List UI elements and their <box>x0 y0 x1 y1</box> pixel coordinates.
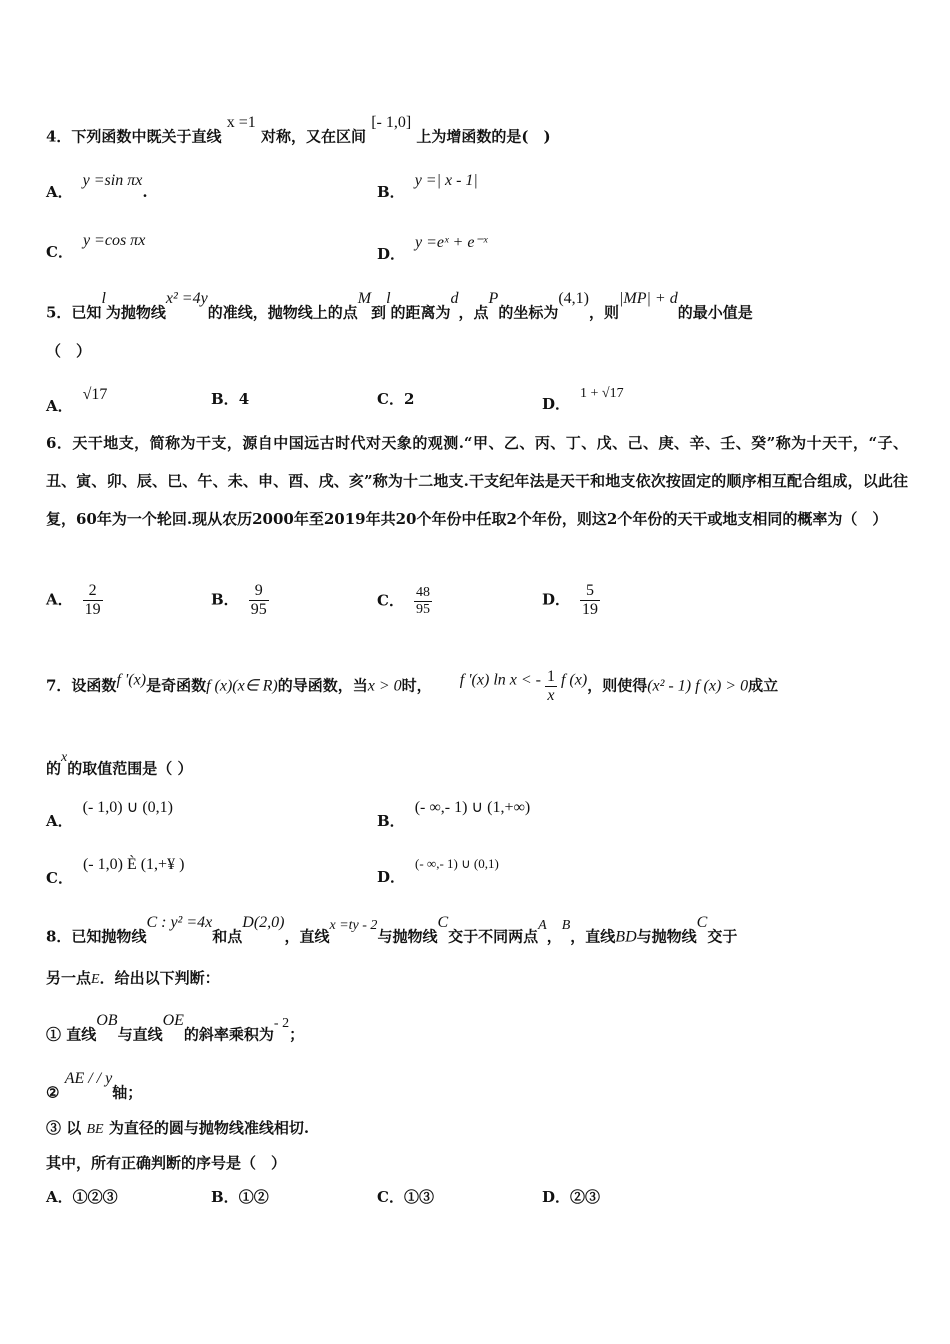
q6-option-d[interactable] <box>542 582 600 619</box>
option-math: 2 <box>403 390 415 408</box>
q4-math: x =1 <box>226 114 256 131</box>
fraction-numerator: 2 <box>88 582 97 599</box>
q7-text: 7．设函数 <box>46 676 117 695</box>
q7-math: x > 0 <box>367 677 402 695</box>
q5-paren <box>46 340 91 361</box>
q7-option-c[interactable] <box>46 856 184 888</box>
q8-text: 的斜率乘积为 <box>183 1025 274 1044</box>
q4-math: [- 1,0] <box>371 114 412 131</box>
q6-option-b[interactable] <box>211 582 269 619</box>
option-math: (- ∞,- 1) ∪ (0,1) <box>415 856 499 871</box>
fraction-denominator: 19 <box>582 601 599 618</box>
option-label: A． <box>46 183 73 201</box>
q8-text: ，直线 <box>570 927 616 946</box>
option-text: ①② <box>238 1188 269 1206</box>
option-label: B． <box>211 590 239 609</box>
q8-math: E <box>91 972 100 987</box>
q7-stem <box>46 668 778 705</box>
fraction-denominator: 19 <box>84 601 101 618</box>
q4-stem <box>46 114 551 146</box>
option-text: ①③ <box>403 1188 434 1206</box>
q5-text: 到 <box>371 303 387 322</box>
option-label: D． <box>542 395 571 413</box>
option-label: A． <box>46 1188 73 1206</box>
q8-text: 交于 <box>707 927 738 946</box>
q8-math: AE / / y <box>64 1070 113 1087</box>
q7-math: f (x) <box>560 671 588 689</box>
q5-option-c[interactable] <box>377 388 414 409</box>
q4-option-c[interactable] <box>46 232 145 262</box>
option-label: C． <box>377 591 404 610</box>
option-label: B． <box>377 183 405 201</box>
q6-option-c[interactable] <box>377 585 432 618</box>
q8-math: OB <box>96 1012 118 1029</box>
option-label: A． <box>46 397 73 415</box>
option-math: y =sin πx <box>82 172 143 189</box>
q7-stem-line2 <box>46 750 192 779</box>
option-label: D． <box>377 868 406 886</box>
option-label: A． <box>46 812 73 830</box>
q7-option-b[interactable] <box>377 797 530 831</box>
q5-math: P <box>488 290 499 307</box>
option-text: ①②③ <box>72 1188 118 1206</box>
q8-text: 与抛物线 <box>636 927 697 946</box>
q6-stem: 6．天干地支，简称为干支，源自中国远古时代对天象的观测.“甲、乙、丙、丁、戊、己、庚、辛、壬、癸”称为十天干，“子、丑、寅、卯、辰、巳、午、未、申、酉、戌、亥”称为十二地支.干支纪年法是天干和地支依次按固定的顺序相互配合组成，以此往复，60年为一个轮回.现从农历2000年至2019年共20个年份中任取2个年份，则这2个年份的天干或地支相同的概率为（ ） <box>46 434 908 528</box>
q8-judgement-1 <box>46 1012 304 1044</box>
q8-text: 为直径的圆与抛物线准线相切. <box>108 1119 310 1137</box>
q7-text: 是奇函数 <box>146 676 207 695</box>
q7-text: ，则使得 <box>587 676 648 695</box>
q8-option-d[interactable] <box>542 1186 600 1207</box>
q8-stem <box>46 914 737 946</box>
q7-option-a[interactable] <box>46 797 173 831</box>
q5-math: d <box>450 290 459 307</box>
q7-text: 的导函数，当 <box>277 676 368 695</box>
q7-math: x <box>61 750 68 765</box>
q5-stem <box>46 290 753 322</box>
q8-judgement-2 <box>46 1070 142 1102</box>
q5-text: ，点 <box>458 303 489 322</box>
q4-option-b[interactable] <box>377 172 478 202</box>
q6-option-a[interactable] <box>46 582 103 619</box>
option-text: ②③ <box>570 1188 601 1206</box>
option-math: y =cos πx <box>82 232 146 249</box>
q8-text: 8．已知抛物线 <box>46 927 147 946</box>
option-fraction <box>580 582 600 619</box>
q8-option-b[interactable] <box>211 1186 269 1207</box>
q8-text: 和点 <box>212 927 243 946</box>
q8-math: C <box>437 914 449 931</box>
q7-math: (x² - 1) f (x) > 0 <box>647 677 749 695</box>
q8-math: C <box>696 914 708 931</box>
q5-math: M <box>357 290 372 307</box>
q7-text: 的取值范围是（ ） <box>67 759 193 778</box>
q7-option-d[interactable] <box>377 856 499 887</box>
q5-option-a[interactable] <box>46 386 107 416</box>
q8-math: D(2,0) <box>242 914 285 931</box>
option-label: D． <box>377 245 406 263</box>
option-label: A． <box>46 590 73 609</box>
q5-option-b[interactable] <box>211 388 249 409</box>
q8-text: 与抛物线 <box>377 927 438 946</box>
q8-text: 轴； <box>112 1083 143 1102</box>
q8-text: 交于不同两点 <box>448 927 539 946</box>
q8-text: ① 直线 <box>46 1025 97 1044</box>
fraction-numerator: 48 <box>415 585 430 600</box>
q7-math: f '(x) ln x < - <box>459 671 541 689</box>
q5-text: 为抛物线 <box>105 303 166 322</box>
q5-text: 的坐标为 <box>498 303 559 322</box>
option-label: B． <box>211 1188 239 1206</box>
q8-math: OE <box>162 1012 184 1029</box>
q8-math: BD <box>615 928 637 946</box>
option-label: C． <box>46 869 73 887</box>
q8-text: ．给出以下判断： <box>99 969 220 987</box>
q8-text: ， <box>546 927 562 946</box>
q5-text: 5．已知 <box>46 303 102 322</box>
option-fraction <box>414 585 432 618</box>
q5-text: 的最小值是 <box>677 303 753 322</box>
q5-math: x² =4y <box>165 290 208 307</box>
q5-math: (4,1) <box>558 290 589 307</box>
option-math: (- 1,0) ∪ (0,1) <box>82 799 173 816</box>
option-math: √17 <box>82 386 108 403</box>
option-math: (- 1,0) È (1,+¥ ) <box>82 856 185 873</box>
option-tail: . <box>142 183 148 201</box>
q5-math: l <box>101 290 106 307</box>
q5-text: ，则 <box>589 303 620 322</box>
fraction-denominator: x <box>545 686 557 705</box>
q8-text: ； <box>289 1025 305 1044</box>
q5-text: （ ） <box>46 342 92 360</box>
q7-math: f (x)(x∈ R) <box>206 677 278 695</box>
fraction-numerator: 1 <box>546 668 555 685</box>
q8-judgement-3 <box>46 1117 309 1138</box>
q8-option-a[interactable] <box>46 1186 118 1207</box>
option-label: C． <box>377 1188 404 1206</box>
q7-math: f '(x) <box>116 671 147 689</box>
option-math: 4 <box>238 390 250 408</box>
q8-math: - 2 <box>273 1015 290 1031</box>
q8-math: BE <box>86 1122 104 1137</box>
option-label: D． <box>542 590 571 609</box>
q8-text: ，直线 <box>284 927 330 946</box>
q5-option-d[interactable] <box>542 386 624 414</box>
option-fraction <box>249 582 269 619</box>
option-label: D． <box>542 1188 571 1206</box>
q4-text: 对称，又在区间 <box>260 127 366 146</box>
q7-text: 的 <box>46 759 62 778</box>
fraction-numerator: 9 <box>254 582 263 599</box>
fraction-numerator: 5 <box>586 582 595 599</box>
q8-text: 与直线 <box>117 1025 163 1044</box>
fraction-denominator: 95 <box>250 601 267 618</box>
q5-text: 的准线，抛物线上的点 <box>207 303 358 322</box>
option-math: y =eˣ + e⁻ˣ <box>415 234 488 251</box>
q8-stem-line2 <box>46 967 220 988</box>
option-math: (- ∞,- 1) ∪ (1,+∞) <box>414 799 531 816</box>
q5-math: |MP| + d <box>619 290 678 307</box>
option-math: 1 + √17 <box>580 386 624 401</box>
q8-math: C : y² =4x <box>146 914 213 931</box>
q8-text: ③ 以 <box>46 1119 82 1137</box>
q8-text: 其中，所有正确判断的序号是（ ） <box>46 1154 287 1172</box>
q4-text: 4．下列函数中既关于直线 <box>46 127 222 146</box>
q7-fraction <box>545 668 557 705</box>
q8-question <box>46 1152 286 1173</box>
option-label: C． <box>46 243 73 261</box>
fraction-denominator: 95 <box>415 602 430 617</box>
q8-math: A <box>538 917 547 933</box>
option-math: y =| x - 1| <box>414 172 478 189</box>
q4-text: 上为增函数的是( ) <box>416 127 551 146</box>
q5-math: l <box>386 290 391 307</box>
q7-text: 时， <box>401 676 432 695</box>
option-fraction <box>83 582 103 619</box>
q8-text: 另一点 <box>46 969 92 987</box>
q7-text: 成立 <box>748 676 779 695</box>
q8-option-c[interactable] <box>377 1186 434 1207</box>
option-label: B． <box>377 812 405 830</box>
q8-text: ② <box>46 1083 60 1102</box>
q5-text: 的距离为 <box>390 303 451 322</box>
q4-option-d[interactable] <box>377 232 487 264</box>
option-label: B． <box>211 390 239 408</box>
q4-option-a[interactable] <box>46 172 148 202</box>
q8-math: x =ty - 2 <box>329 917 378 933</box>
option-label: C． <box>377 390 404 408</box>
q8-math: B <box>561 917 571 933</box>
